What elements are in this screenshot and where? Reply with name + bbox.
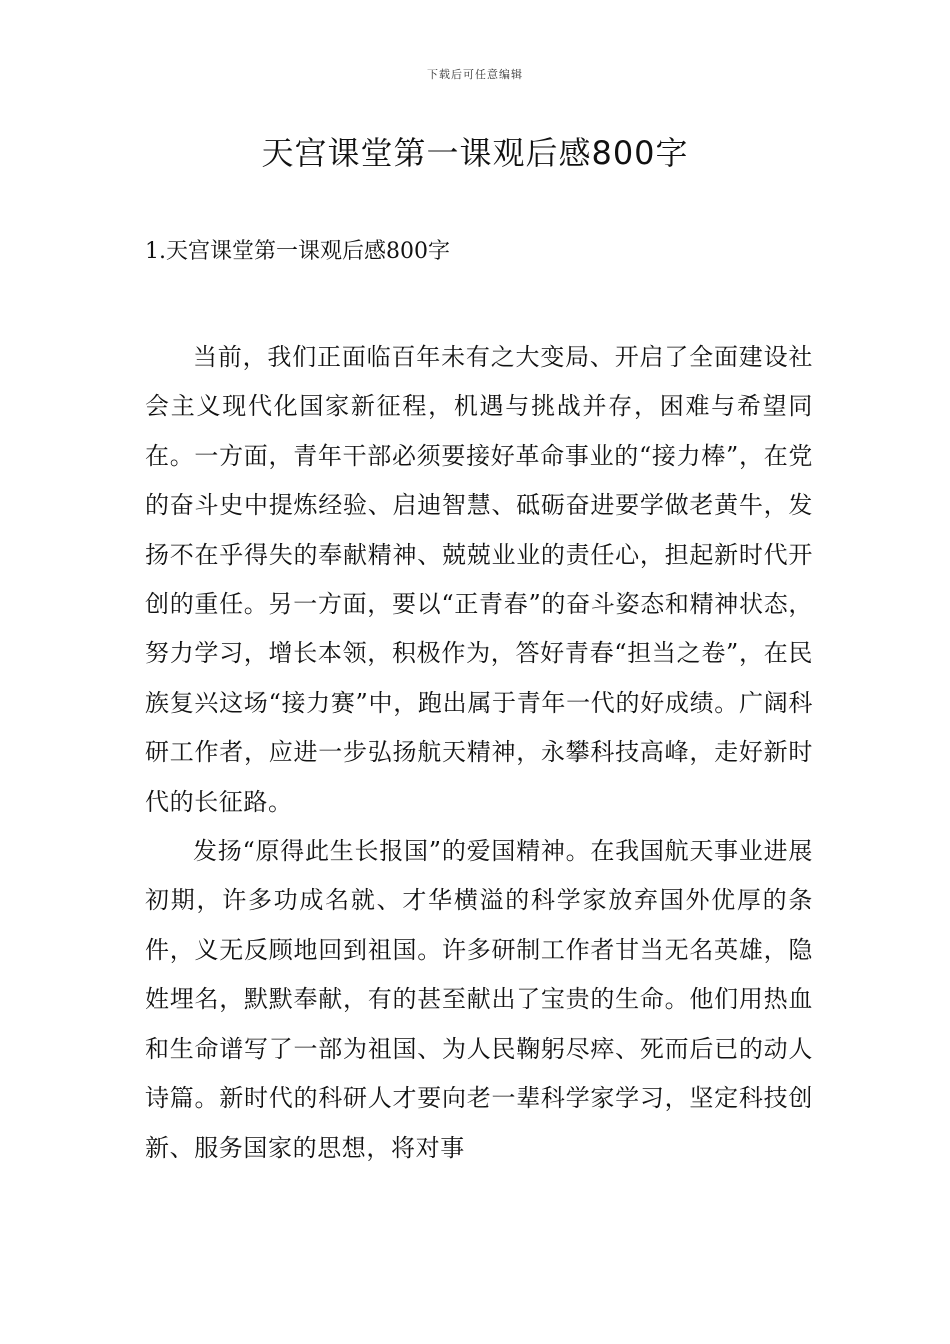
document-body	[145, 333, 813, 1173]
page-header-note: 下载后可任意编辑	[427, 68, 523, 81]
body-paragraph-2: 发扬“原得此生长报国”的爱国精神。在我国航天事业进展初期，许多功成名就、才华横溢的科学家放弃国外优厚的条件，义无反顾地回到祖国。许多研制工作者甘当无名英雄，隐姓埋名，默默奉献，有的甚至献出了宝贵的生命。他们用热血和生命谱写了一部为祖国、为人民鞠躬尽瘁、死而后已的动人诗篇。新时代的科研人才要向老一辈科学家学习，坚定科技创新、服务国家的思想，将对事	[145, 837, 813, 1162]
document-title: 天宫课堂第一课观后感800字	[261, 134, 689, 172]
body-paragraph-1: 当前，我们正面临百年未有之大变局、开启了全面建设社会主义现代化国家新征程，机遇与挑战并存，困难与希望同在。一方面，青年干部必须要接好革命事业的“接力棒”，在党的奋斗史中提炼经验、启迪智慧、砥砺奋进要学做老黄牛，发扬不在乎得失的奉献精神、兢兢业业的责任心，担起新时代开创的重任。另一方面，要以“正青春”的奋斗姿态和精神状态，努力学习，增长本领，积极作为，答好青春“担当之卷”，在民族复兴这场“接力赛”中，跑出属于青年一代的好成绩。广阔科研工作者，应进一步弘扬航天精神，永攀科技高峰，走好新时代的长征路。	[145, 343, 813, 816]
section-heading: 1.天宫课堂第一课观后感800字	[145, 239, 450, 264]
